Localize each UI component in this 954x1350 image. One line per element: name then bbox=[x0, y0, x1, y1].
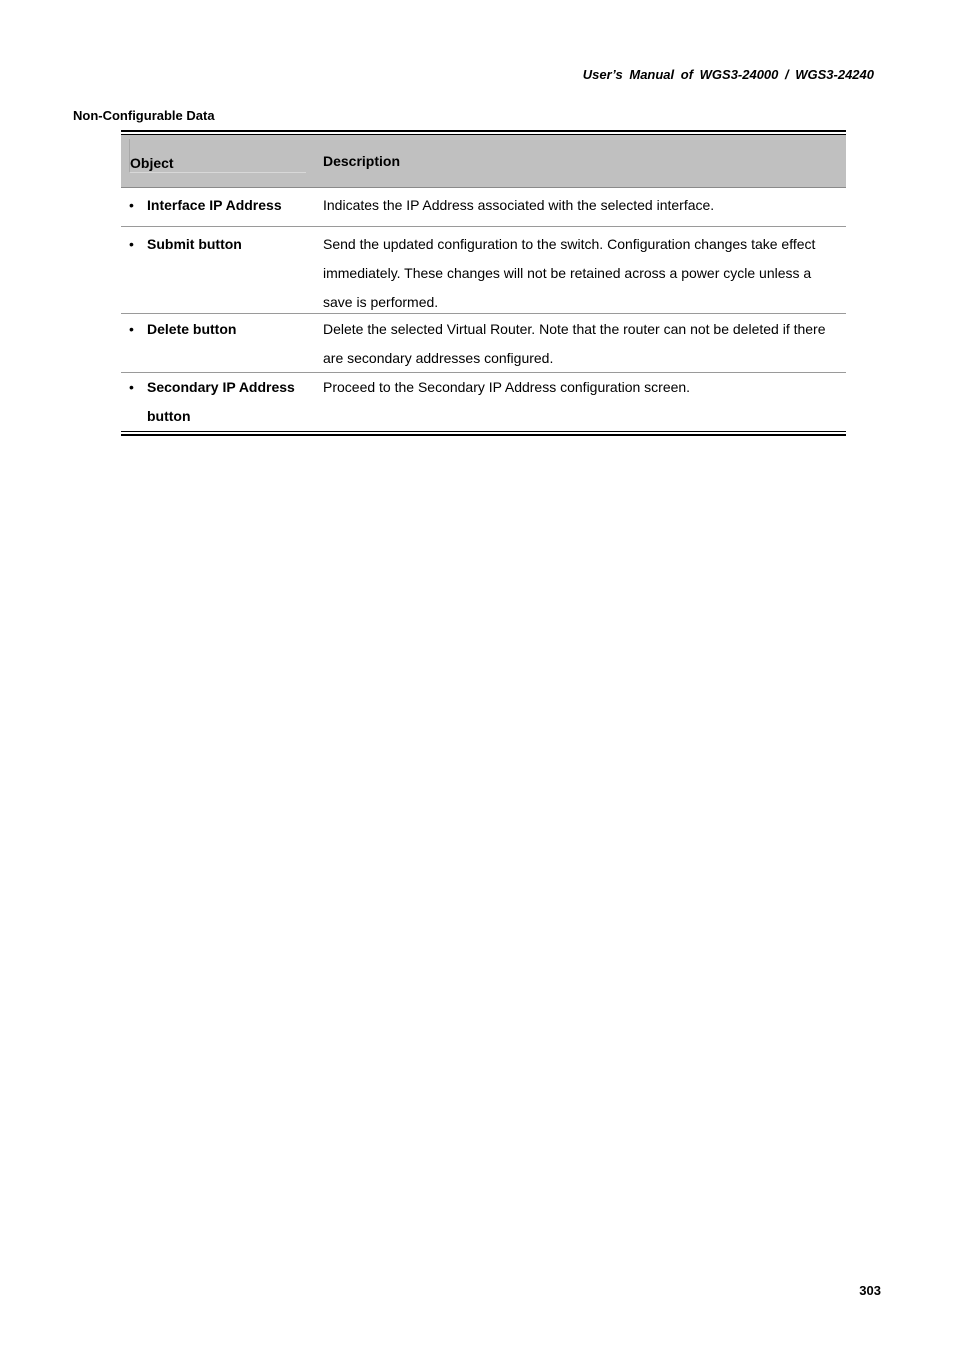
running-header: User’s Manual of WGS3-24000 / WGS3-24240 bbox=[582, 67, 874, 82]
table-row bbox=[121, 373, 846, 431]
table-header-row bbox=[121, 135, 846, 188]
description-cell: Proceed to the Secondary IP Address configuration screen. bbox=[323, 379, 691, 395]
object-name: Interface IP Address bbox=[147, 197, 282, 213]
column-header-description: Description bbox=[323, 153, 401, 169]
description-cell: Indicates the IP Address associated with the selected interface. bbox=[323, 197, 715, 213]
object-name: Delete button bbox=[147, 321, 237, 337]
object-cell bbox=[121, 191, 323, 226]
bullet-icon: • bbox=[129, 197, 134, 213]
column-header-object: Object bbox=[129, 139, 306, 173]
bullet-icon: • bbox=[129, 321, 134, 337]
object-name: Submit button bbox=[147, 236, 242, 252]
object-name: Secondary IP Address button bbox=[147, 379, 295, 424]
description-cell: Delete the selected Virtual Router. Note that the router can not be deleted if there are secondary addresses configured. bbox=[323, 321, 826, 366]
table-row bbox=[121, 188, 846, 227]
bullet-icon: • bbox=[129, 236, 134, 252]
page-number: 303 bbox=[859, 1283, 881, 1298]
table-row bbox=[121, 314, 846, 373]
description-cell: Send the updated configuration to the switch. Configuration changes take effect immediately. These changes will not be retained across a power cycle unless a save is performed. bbox=[323, 236, 816, 310]
object-cell bbox=[121, 315, 323, 372]
table-bottom-rule bbox=[121, 431, 846, 436]
non-configurable-data-table bbox=[121, 130, 846, 436]
section-title: Non-Configurable Data bbox=[73, 108, 215, 123]
object-cell bbox=[121, 230, 323, 313]
table-row bbox=[121, 227, 846, 314]
bullet-icon: • bbox=[129, 379, 134, 395]
object-cell bbox=[121, 373, 323, 431]
